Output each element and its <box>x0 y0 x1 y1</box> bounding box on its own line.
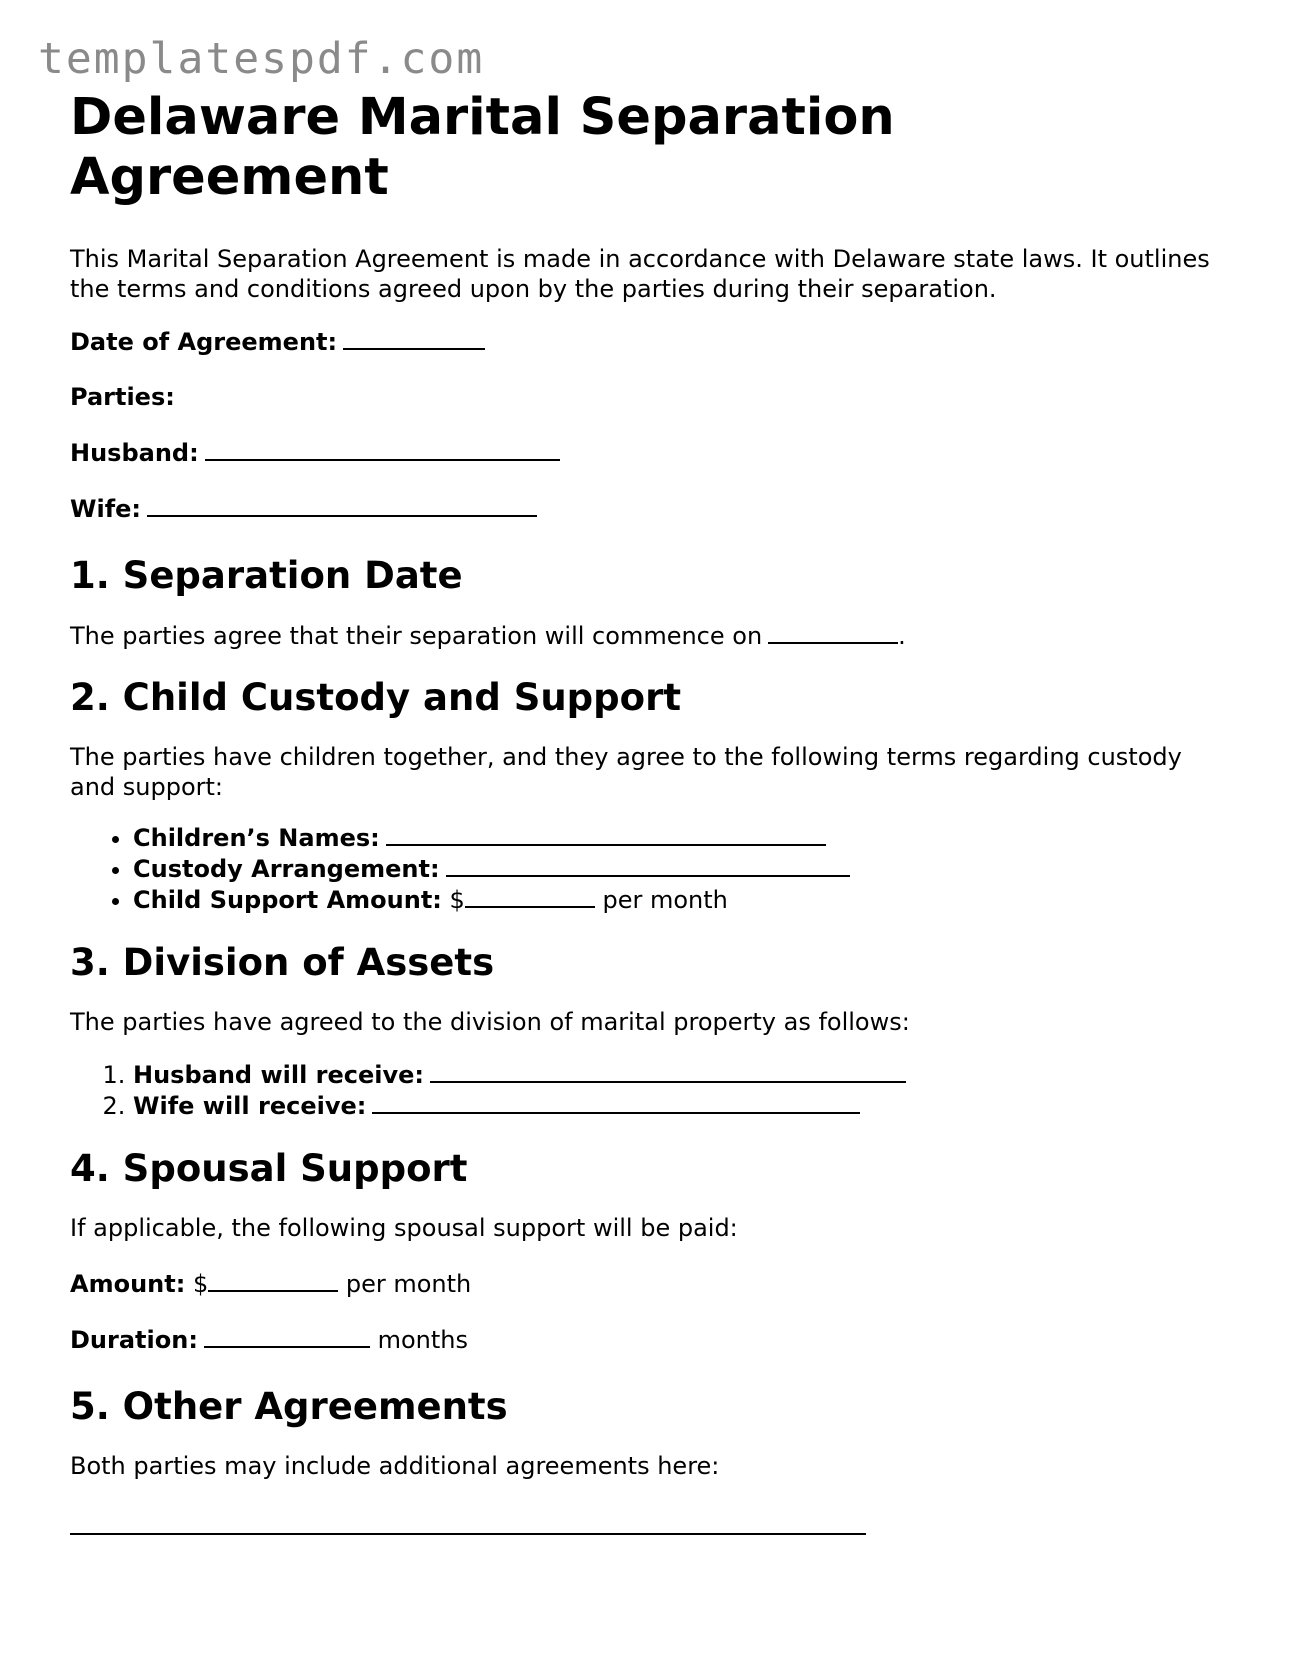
spousal-duration-field <box>70 1324 1220 1355</box>
section-4-text: If applicable, the following spousal support will be paid: <box>70 1214 738 1242</box>
spousal-duration-suffix: months <box>377 1326 468 1354</box>
asset-division-list <box>70 1059 1220 1121</box>
separation-date-blank[interactable] <box>768 620 898 644</box>
document-title: Delaware Marital Separation Agreement <box>70 88 895 207</box>
custody-arrangement-label: Custody Arrangement: <box>133 855 440 883</box>
spousal-duration-blank[interactable] <box>204 1324 370 1348</box>
list-item <box>133 1059 1220 1090</box>
child-custody-list <box>70 822 1220 915</box>
document-page <box>70 88 1220 1535</box>
wife-receives-label: Wife will receive: <box>133 1092 367 1120</box>
section-1-text <box>70 620 1220 651</box>
other-agreements-blank[interactable] <box>70 1533 866 1535</box>
section-3-text: The parties have agreed to the division of marital property as follows: <box>70 1008 910 1036</box>
section-5-heading: 5. Other Agreements <box>70 1385 508 1428</box>
wife-name-blank[interactable] <box>147 493 537 517</box>
child-support-label: Child Support Amount: <box>133 886 442 914</box>
date-of-agreement-field <box>70 326 1220 357</box>
spousal-amount-suffix: per month <box>345 1270 472 1298</box>
husband-label: Husband: <box>70 439 199 467</box>
spousal-duration-label: Duration: <box>70 1326 198 1354</box>
watermark: templatespdf.com <box>38 34 485 84</box>
date-of-agreement-label: Date of Agreement: <box>70 328 338 356</box>
spousal-amount-label: Amount: <box>70 1270 186 1298</box>
child-support-amount-blank[interactable] <box>465 884 595 908</box>
list-item <box>133 884 1220 915</box>
list-item <box>133 1090 1220 1121</box>
parties-label: Parties: <box>70 383 175 411</box>
separation-date-text: The parties agree that their separation will commence on <box>70 622 763 650</box>
husband-receives-blank[interactable] <box>430 1059 906 1083</box>
section-4-heading: 4. Spousal Support <box>70 1147 468 1190</box>
list-item <box>133 822 1220 853</box>
separation-date-period: . <box>898 622 906 650</box>
section-5-text: Both parties may include additional agreements here: <box>70 1452 720 1480</box>
child-support-currency: $ <box>449 886 465 914</box>
section-2-text: The parties have children together, and they agree to the following terms regarding custody and support: <box>70 743 1182 801</box>
husband-name-blank[interactable] <box>205 437 560 461</box>
spousal-amount-field <box>70 1268 1220 1299</box>
children-names-label: Children’s Names: <box>133 824 380 852</box>
child-support-suffix: per month <box>602 886 728 914</box>
custody-arrangement-blank[interactable] <box>446 853 850 877</box>
date-of-agreement-blank[interactable] <box>343 326 485 350</box>
intro-paragraph: This Marital Separation Agreement is made in accordance with Delaware state laws. It outlines the terms and conditions agreed upon by the parties during their separation. <box>70 245 1210 303</box>
parties-heading <box>70 382 1220 412</box>
wife-label: Wife: <box>70 495 142 523</box>
wife-field <box>70 493 1220 524</box>
children-names-blank[interactable] <box>386 822 826 846</box>
section-2-heading: 2. Child Custody and Support <box>70 676 682 719</box>
husband-field <box>70 437 1220 468</box>
list-item <box>133 853 1220 884</box>
section-1-heading: 1. Separation Date <box>70 554 463 597</box>
section-3-heading: 3. Division of Assets <box>70 941 495 984</box>
husband-receives-label: Husband will receive: <box>133 1061 425 1089</box>
spousal-amount-blank[interactable] <box>208 1268 338 1292</box>
spousal-amount-currency: $ <box>192 1270 209 1298</box>
wife-receives-blank[interactable] <box>372 1090 860 1114</box>
